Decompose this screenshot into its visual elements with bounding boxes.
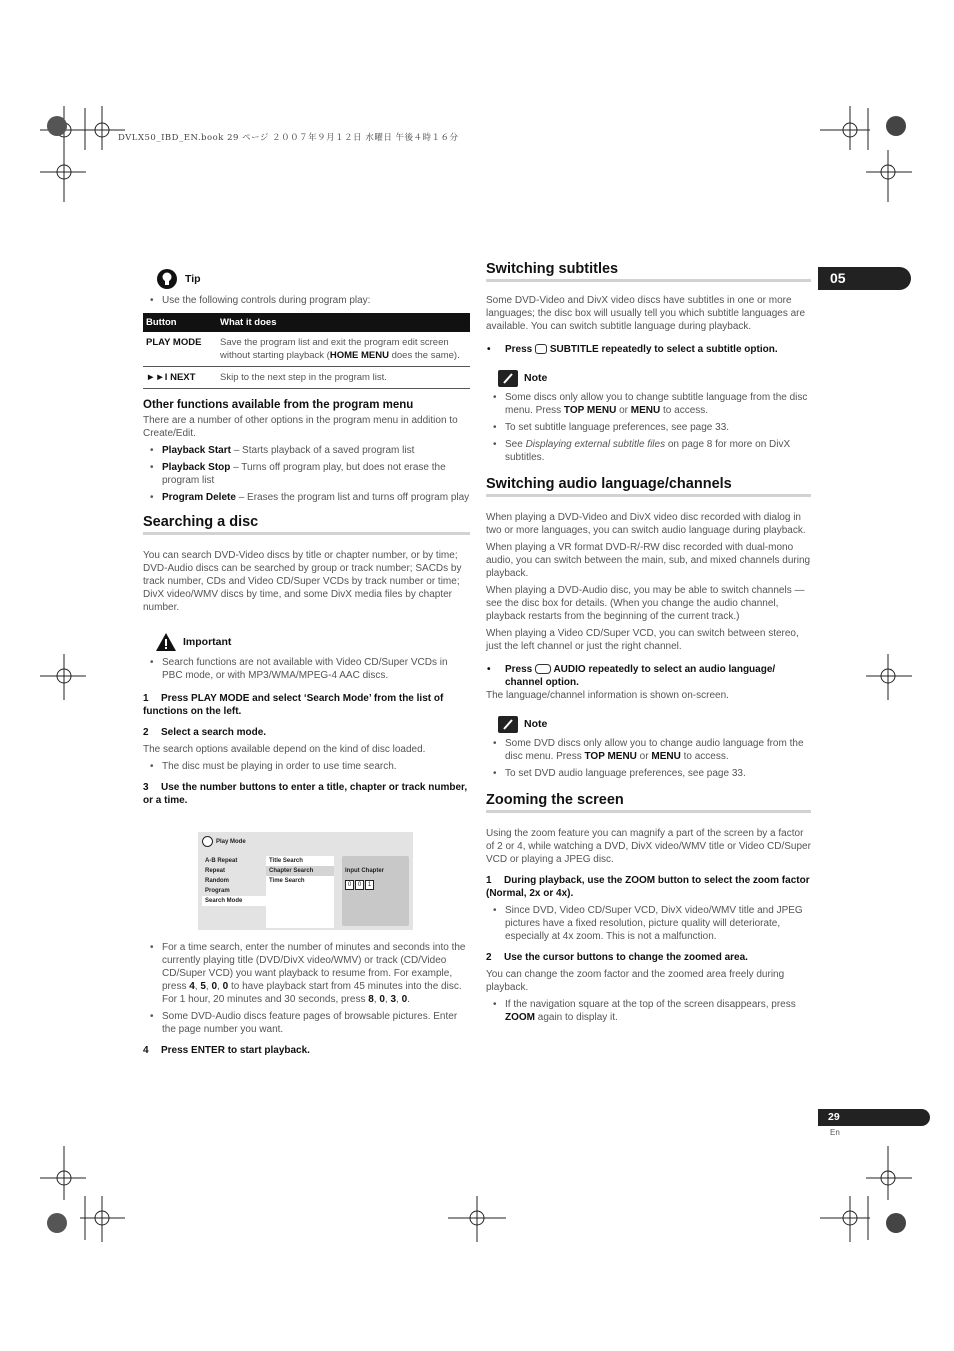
zoom-step-2-text: You can change the zoom factor and the zoomed area freely during playback.: [486, 969, 785, 993]
osd-menu-item[interactable]: Repeat: [205, 868, 226, 874]
zoom-heading: Zooming the screen: [486, 794, 811, 813]
zoom-step-1: 1 During playback, use the ZOOM button to select the zoom factor (Normal, 2x or 4x).: [486, 875, 810, 899]
time-search-bullet: • For a time search, enter the number of minutes and seconds into the currently playing title (DVD/DivX video/WMV) or track (CD/Video CD/Super VCD) you want playback to resume from. For example, press 4, 5, 0, 0 to have playback start from 45 minutes into the disc. For 1 hour, 20 minutes and 30 seconds, press 8, 0, 3, 0.: [143, 941, 470, 1006]
disc-icon: [202, 836, 213, 847]
osd-menu-item[interactable]: A-B Repeat: [205, 858, 238, 864]
subtitles-press: • Press SUBTITLE repeatedly to select a subtitle option.: [486, 343, 811, 356]
osd-menu-item[interactable]: Random: [205, 878, 229, 884]
osd-submenu: [266, 856, 334, 928]
searching-heading: Searching a disc: [143, 516, 470, 535]
table-row: [143, 332, 470, 367]
controls-table: [143, 313, 470, 389]
step-2-bullet: • The disc must be playing in order to use time search.: [143, 760, 470, 773]
language-label: En: [830, 1128, 840, 1137]
file-info: DVLX50_IBD_EN.book 29 ページ ２００７年９月１２日 水曜日 午後４時１６分: [118, 133, 459, 143]
step-1: 1 Press PLAY MODE and select ‘Search Mode’ from the list of functions on the left.: [143, 693, 444, 717]
zoom-intro: Using the zoom feature you can magnify a part of the screen by a factor of 2 or 4, while watching a DVD, DivX video/WMV title or Video CD/Super VCD or playing a JPEG disc.: [486, 828, 811, 865]
osd-input-label: Input Chapter: [345, 868, 384, 874]
zoom-step-2: 2 Use the cursor buttons to change the zoomed area.: [486, 952, 748, 963]
osd-digit[interactable]: 0: [355, 880, 364, 890]
audio-para: When playing a DVD-Audio disc, you may be able to switch channels — see the disc box for details. (When you change the audio channel, playback restarts from the beginning of the current track.): [486, 585, 805, 622]
osd-title: Play Mode: [216, 838, 246, 845]
zoom-step-2-bullet: • If the navigation square at the top of the screen disappears, press ZOOM again to display it.: [486, 998, 811, 1024]
page-number: 29: [818, 1109, 930, 1126]
pages-bullet: • Some DVD-Audio discs feature pages of browsable pictures. Enter the page number you want.: [143, 1010, 470, 1036]
left-column-lower: [143, 941, 470, 1061]
tip-text: • Use the following controls during program play:: [143, 294, 470, 307]
list-item: • Program Delete – Erases the program list and turns off program play: [143, 491, 470, 504]
audio-button-icon: [535, 664, 551, 674]
list-item: • Playback Start – Starts playback of a saved program list: [143, 444, 470, 457]
note-item: • Some DVD discs only allow you to change audio language from the disc menu. Press TOP MENU or MENU to access.: [486, 737, 811, 763]
osd-input-panel: [342, 856, 409, 926]
note-item: • To set DVD audio language preferences, see page 33.: [486, 767, 811, 780]
table-cell-action: Save the program list and exit the program edit screen without starting playback (HOME MENU does the same).: [217, 332, 470, 367]
other-functions-heading: Other functions available from the program menu: [143, 399, 414, 411]
note-heading: Note: [498, 370, 811, 387]
left-column: [143, 268, 470, 811]
audio-para: When playing a DVD-Video and DivX video disc recorded with dialog in two or more languages, you can switch audio language during playback.: [486, 512, 806, 536]
audio-para: When playing a VR format DVD-R/-RW disc recorded with dual-mono audio, you can switch between the main, sub, and mixed channels during playback.: [486, 542, 811, 579]
tip-heading: Tip: [155, 268, 470, 290]
osd-digit[interactable]: 0: [345, 880, 354, 890]
table-cell-button: ►►I NEXT: [143, 367, 217, 389]
table-header-action: What it does: [217, 313, 470, 332]
audio-press: • Press AUDIO repeatedly to select an audio language/ channel option.: [486, 663, 811, 689]
audio-para: When playing a Video CD/Super VCD, you can switch between stereo, just the left channel or just the right channel.: [486, 628, 799, 652]
note-item: • To set subtitle language preferences, see page 33.: [486, 421, 811, 434]
audio-press-text: The language/channel information is shown on-screen.: [486, 690, 729, 701]
zoom-step-1-bullet: • Since DVD, Video CD/Super VCD, DivX video/WMV title and JPEG pictures have a fixed resolution, picture quality will deteriorate, especially at 4x zoom. This is not a malfunction.: [486, 904, 811, 943]
chapter-tab: 05: [818, 267, 911, 290]
list-item: • Playback Stop – Turns off program play, but does not erase the program list: [143, 461, 470, 487]
osd-submenu-item-selected[interactable]: Chapter Search: [266, 866, 334, 876]
note-pencil-icon: [498, 716, 518, 733]
osd-menu: [202, 856, 266, 906]
table-cell-button: PLAY MODE: [143, 332, 217, 367]
note-pencil-icon: [498, 370, 518, 387]
important-heading: Important: [155, 632, 470, 652]
searching-intro: You can search DVD-Video discs by title or chapter number, or by time; DVD-Audio discs can be searched by group or track number; SACDs by track number, CDs and Video CD/Super VCDs by track number or time; DivX video/WMV discs by time, and some DivX media files by chapter number.: [143, 550, 462, 613]
other-functions-intro: There are a number of other options in the program menu in addition to Create/Edit.: [143, 415, 458, 439]
osd-menu-item[interactable]: Program: [205, 888, 230, 894]
audio-heading: Switching audio language/channels: [486, 478, 811, 497]
right-column: [486, 263, 811, 1028]
step-2-text: The search options available depend on the kind of disc loaded.: [143, 744, 426, 755]
step-3: 3 Use the number buttons to enter a title, chapter or track number, or a time.: [143, 782, 468, 806]
osd-digit[interactable]: 1: [365, 880, 374, 890]
step-4: 4 Press ENTER to start playback.: [143, 1045, 310, 1056]
warning-icon: [155, 632, 177, 652]
table-row: [143, 367, 470, 389]
note-heading: Note: [498, 716, 811, 733]
note-item: • Some discs only allow you to change subtitle language from the disc menu. Press TOP MENU or MENU to access.: [486, 391, 811, 417]
play-mode-osd: [198, 832, 413, 930]
table-cell-action: Skip to the next step in the program list.: [217, 367, 470, 389]
table-header-button: Button: [143, 313, 217, 332]
subtitles-heading: Switching subtitles: [486, 263, 811, 282]
step-2: 2 Select a search mode.: [143, 727, 267, 738]
next-icon: ►►I: [146, 372, 171, 383]
osd-submenu-item[interactable]: Title Search: [269, 858, 303, 864]
osd-submenu-item[interactable]: Time Search: [269, 878, 305, 884]
subtitle-button-icon: [535, 344, 547, 354]
important-text: • Search functions are not available with Video CD/Super VCDs in PBC mode, or with MP3/WMA/MPEG-4 AAC discs.: [143, 656, 470, 682]
osd-menu-item[interactable]: Search Mode: [202, 896, 266, 906]
osd-digit-inputs: [345, 880, 375, 890]
subtitles-intro: Some DVD-Video and DivX video discs have subtitles in one or more languages; the disc box will usually tell you which subtitle languages are available. You can switch subtitle language during playback.: [486, 295, 806, 332]
tip-lightbulb-icon: [155, 268, 179, 290]
note-item: • See Displaying external subtitle files on page 8 for more on DivX subtitles.: [486, 438, 811, 464]
